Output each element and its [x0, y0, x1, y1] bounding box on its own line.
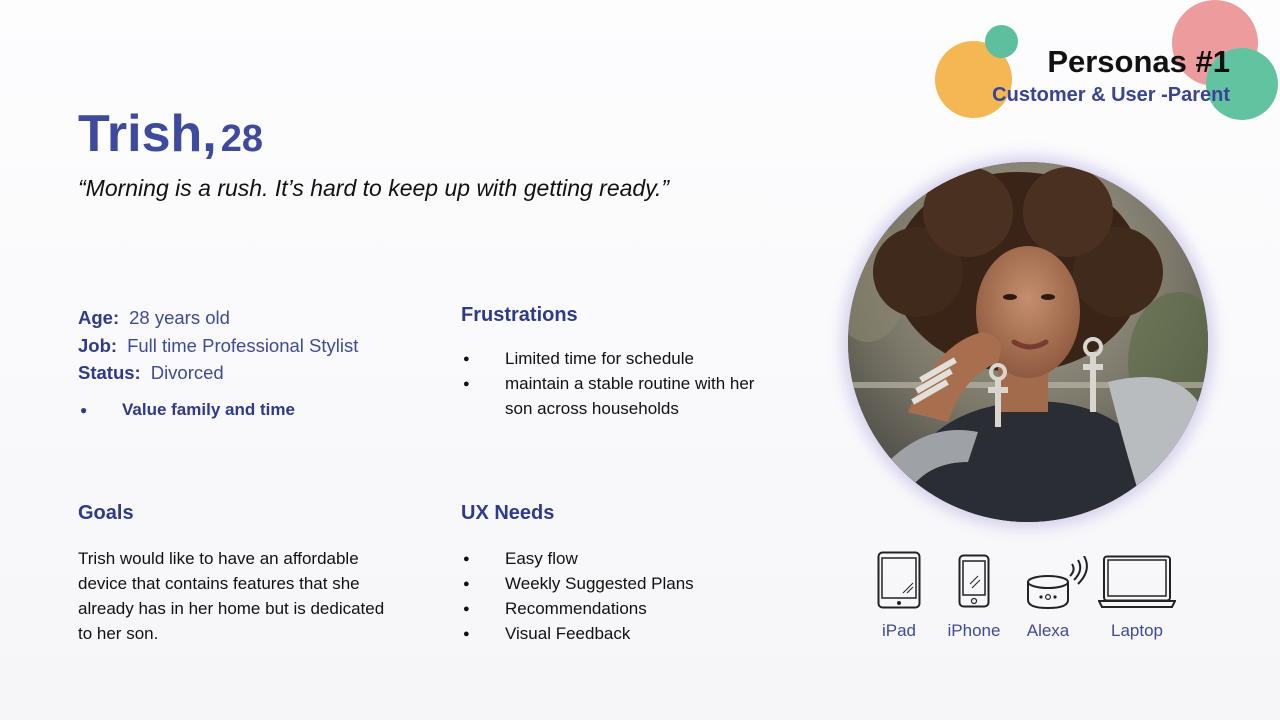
smart-speaker-icon: [1026, 556, 1096, 610]
status-row: [78, 359, 358, 387]
list-item: ● Recommendations: [463, 596, 783, 621]
job-value: Full time Professional Stylist: [127, 334, 359, 356]
persona-info: [78, 304, 358, 387]
status-value: Divorced: [150, 362, 224, 383]
device-label-iphone: iPhone: [947, 621, 1001, 640]
device-label-laptop: Laptop: [1111, 621, 1163, 640]
job-label: Job:: [78, 334, 118, 356]
persona-name: Trish,: [78, 105, 217, 163]
ux-needs-list: [463, 546, 783, 646]
laptop-icon: [1098, 555, 1176, 609]
job-row: [78, 332, 358, 360]
goals-heading: Goals: [78, 502, 134, 524]
age-label: Age:: [78, 307, 120, 328]
tablet-icon: [877, 551, 921, 609]
slide-title: Personas #1: [1047, 44, 1230, 79]
device-label-alexa: Alexa: [1026, 621, 1070, 640]
age-row: [78, 304, 358, 332]
ux-needs-heading: UX Needs: [461, 502, 555, 524]
persona-age: 28: [220, 118, 263, 160]
phone-icon: [958, 554, 990, 608]
frustrations-list: [463, 346, 783, 421]
status-label: Status:: [78, 362, 141, 383]
list-item: ● maintain a stable routine with her son across households: [463, 371, 783, 421]
persona-quote: “Morning is a rush. It’s hard to keep up with getting ready.”: [78, 175, 670, 201]
list-item: ● Visual Feedback: [463, 621, 783, 646]
age-value: 28 years old: [129, 307, 230, 328]
list-item: ● Weekly Suggested Plans: [463, 571, 783, 596]
values-list: [80, 398, 295, 422]
persona-name-heading: [78, 104, 263, 164]
list-item: ● Easy flow: [463, 546, 783, 571]
goals-text: Trish would like to have an affordable device that contains features that she already has in her home but is dedicated to her son.: [78, 549, 385, 643]
slide-subtitle: Customer & User -Parent: [992, 84, 1230, 106]
device-label-ipad: iPad: [881, 621, 917, 640]
list-item: ● Limited time for schedule: [463, 346, 783, 371]
frustrations-heading: Frustrations: [461, 304, 578, 326]
list-item: ● Value family and time: [80, 398, 295, 422]
portrait-photo: [848, 162, 1208, 522]
